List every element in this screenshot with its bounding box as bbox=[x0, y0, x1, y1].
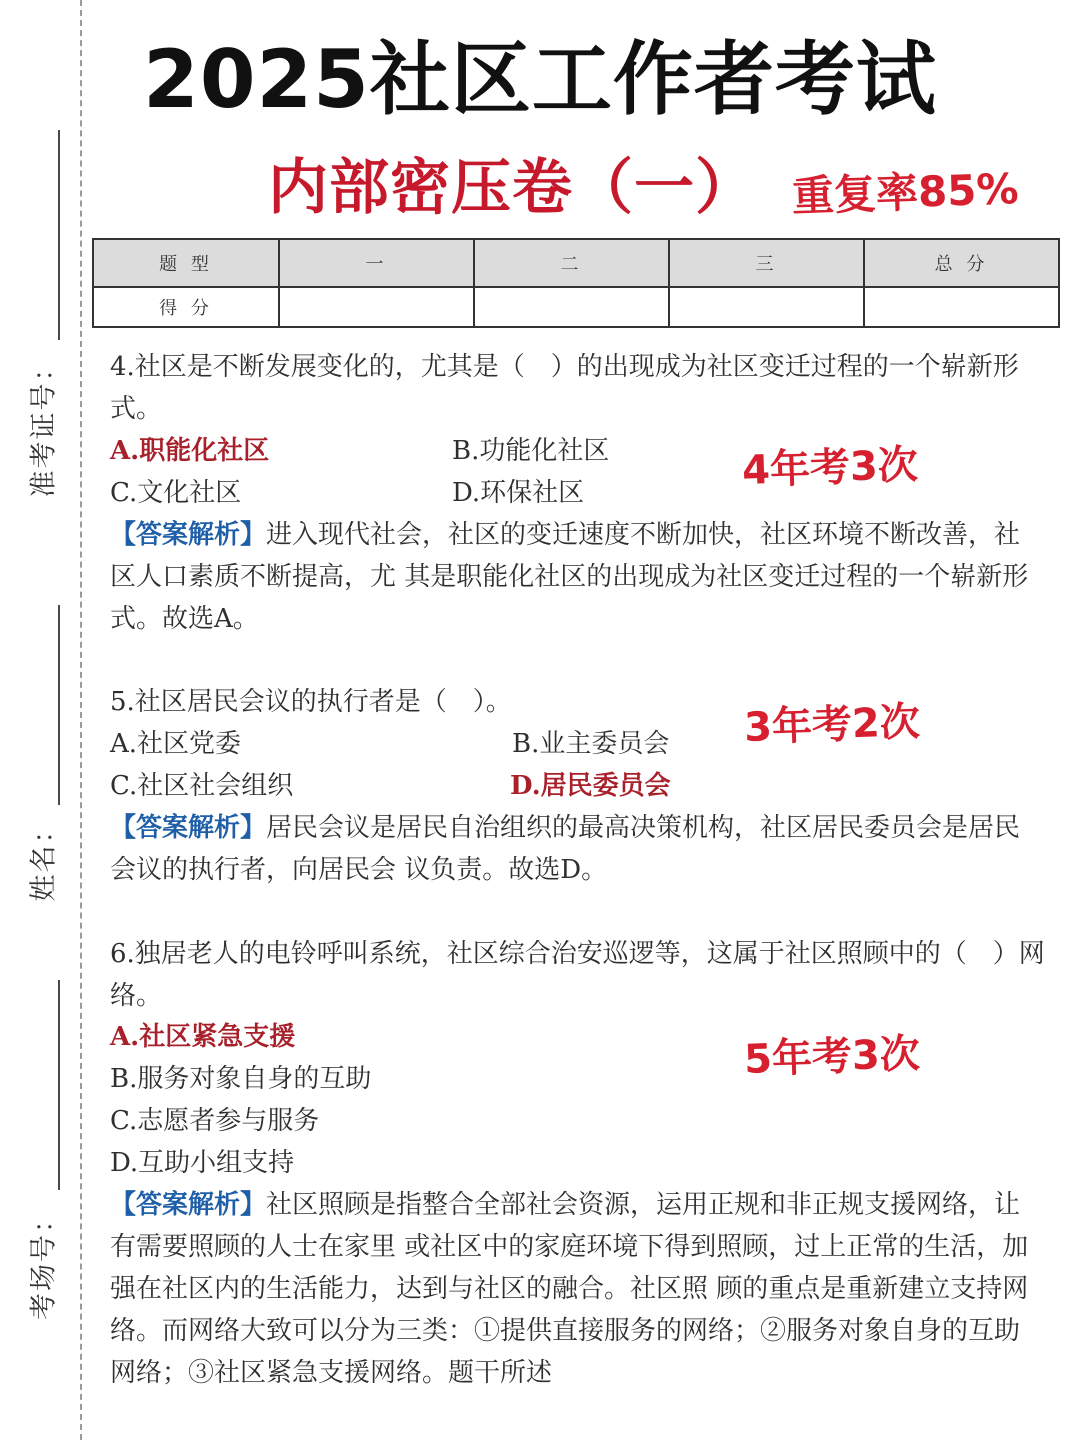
score-header-cell: 题 型 bbox=[93, 239, 279, 287]
exam-id-underline bbox=[58, 130, 60, 340]
name-underline bbox=[58, 605, 60, 805]
score-cell[interactable] bbox=[669, 287, 864, 327]
question-5-explanation bbox=[110, 807, 1045, 891]
score-cell[interactable] bbox=[864, 287, 1059, 327]
question-4-option-c: C.文化社区 bbox=[110, 478, 242, 508]
score-cell[interactable] bbox=[474, 287, 669, 327]
score-cell[interactable] bbox=[279, 287, 474, 327]
score-table-row bbox=[93, 287, 1059, 327]
question-4-option-a: A.职能化社区 bbox=[110, 436, 270, 466]
name-label: 姓名： bbox=[28, 814, 60, 902]
question-5-stem: 5.社区居民会议的执行者是（ ）。 bbox=[110, 687, 512, 717]
question-5-frequency-note: 3年考2次 bbox=[743, 698, 921, 752]
score-table-header-row bbox=[93, 239, 1059, 287]
score-header-cell: 三 bbox=[669, 239, 864, 287]
page-title: 2025社区工作者考试 bbox=[143, 33, 937, 126]
explanation-text: 进入现代社会，社区的变迁速度不断加快，社区环境不断改善，社区人口素质不断提高，尤 其是职能化社区的出现成为社区变迁过程的一个崭新形式。故选A。 bbox=[110, 520, 1029, 634]
question-5-option-b: B.业主委员会 bbox=[512, 729, 670, 759]
room-underline bbox=[58, 980, 60, 1190]
question-6-stem: 6.独居老人的电铃呼叫系统，社区综合治安巡逻等，这属于社区照顾中的（ ）网络。 bbox=[110, 939, 1045, 1011]
repeat-rate-note: 重复率85% bbox=[791, 164, 1020, 221]
explanation-tag: 【答案解析】 bbox=[110, 520, 267, 550]
score-header-cell: 总 分 bbox=[864, 239, 1059, 287]
explanation-text: 居民会议是居民自治组织的最高决策机构，社区居民委员会是居民会议的执行者，向居民会 议负责。故选D。 bbox=[110, 813, 1021, 885]
question-6-explanation bbox=[110, 1184, 1045, 1394]
score-row-label: 得 分 bbox=[93, 287, 279, 327]
question-5-option-d: D.居民委员会 bbox=[510, 771, 671, 801]
question-4-frequency-note: 4年考3次 bbox=[741, 441, 919, 495]
question-4-explanation bbox=[110, 514, 1045, 640]
explanation-tag: 【答案解析】 bbox=[110, 1190, 267, 1220]
page-subtitle: 内部密压卷（一） bbox=[268, 153, 756, 223]
score-table bbox=[92, 238, 1060, 328]
explanation-text: 社区照顾是指整合全部社会资源，运用正规和非正规支援网络，让有需要照顾的人士在家里 或社区中的家庭环境下得到照顾，过上正常的生活，加强在社区内的生活能力，达到与社区的融合。社区照 顾的重点是重新建立支持网络。而网络大致可以分为三类：①提供直接服务的网络；②服务对象自身的互助 网络；③社区紧急支援网络。题干所述 bbox=[110, 1190, 1029, 1388]
question-6-frequency-note: 5年考3次 bbox=[743, 1030, 921, 1084]
question-6-option-c: C.志愿者参与服务 bbox=[110, 1106, 320, 1136]
question-4-option-b: B.功能化社区 bbox=[452, 436, 610, 466]
score-header-cell: 二 bbox=[474, 239, 669, 287]
exam-id-label: 准考证号： bbox=[28, 352, 60, 498]
score-header-cell: 一 bbox=[279, 239, 474, 287]
binding-dashed-line bbox=[80, 0, 82, 1440]
question-5-option-c: C.社区社会组织 bbox=[110, 771, 294, 801]
question-5-option-a: A.社区党委 bbox=[110, 729, 242, 759]
question-6-option-d: D.互助小组支持 bbox=[110, 1148, 295, 1178]
room-label: 考场号： bbox=[28, 1204, 60, 1320]
question-4-option-d: D.环保社区 bbox=[452, 478, 585, 508]
question-4-stem: 4.社区是不断发展变化的，尤其是（ ）的出现成为社区变迁过程的一个崭新形式。 bbox=[110, 352, 1019, 424]
question-6-option-a: A.社区紧急支援 bbox=[110, 1022, 296, 1052]
question-6-option-b: B.服务对象自身的互助 bbox=[110, 1064, 372, 1094]
explanation-tag: 【答案解析】 bbox=[110, 813, 267, 843]
